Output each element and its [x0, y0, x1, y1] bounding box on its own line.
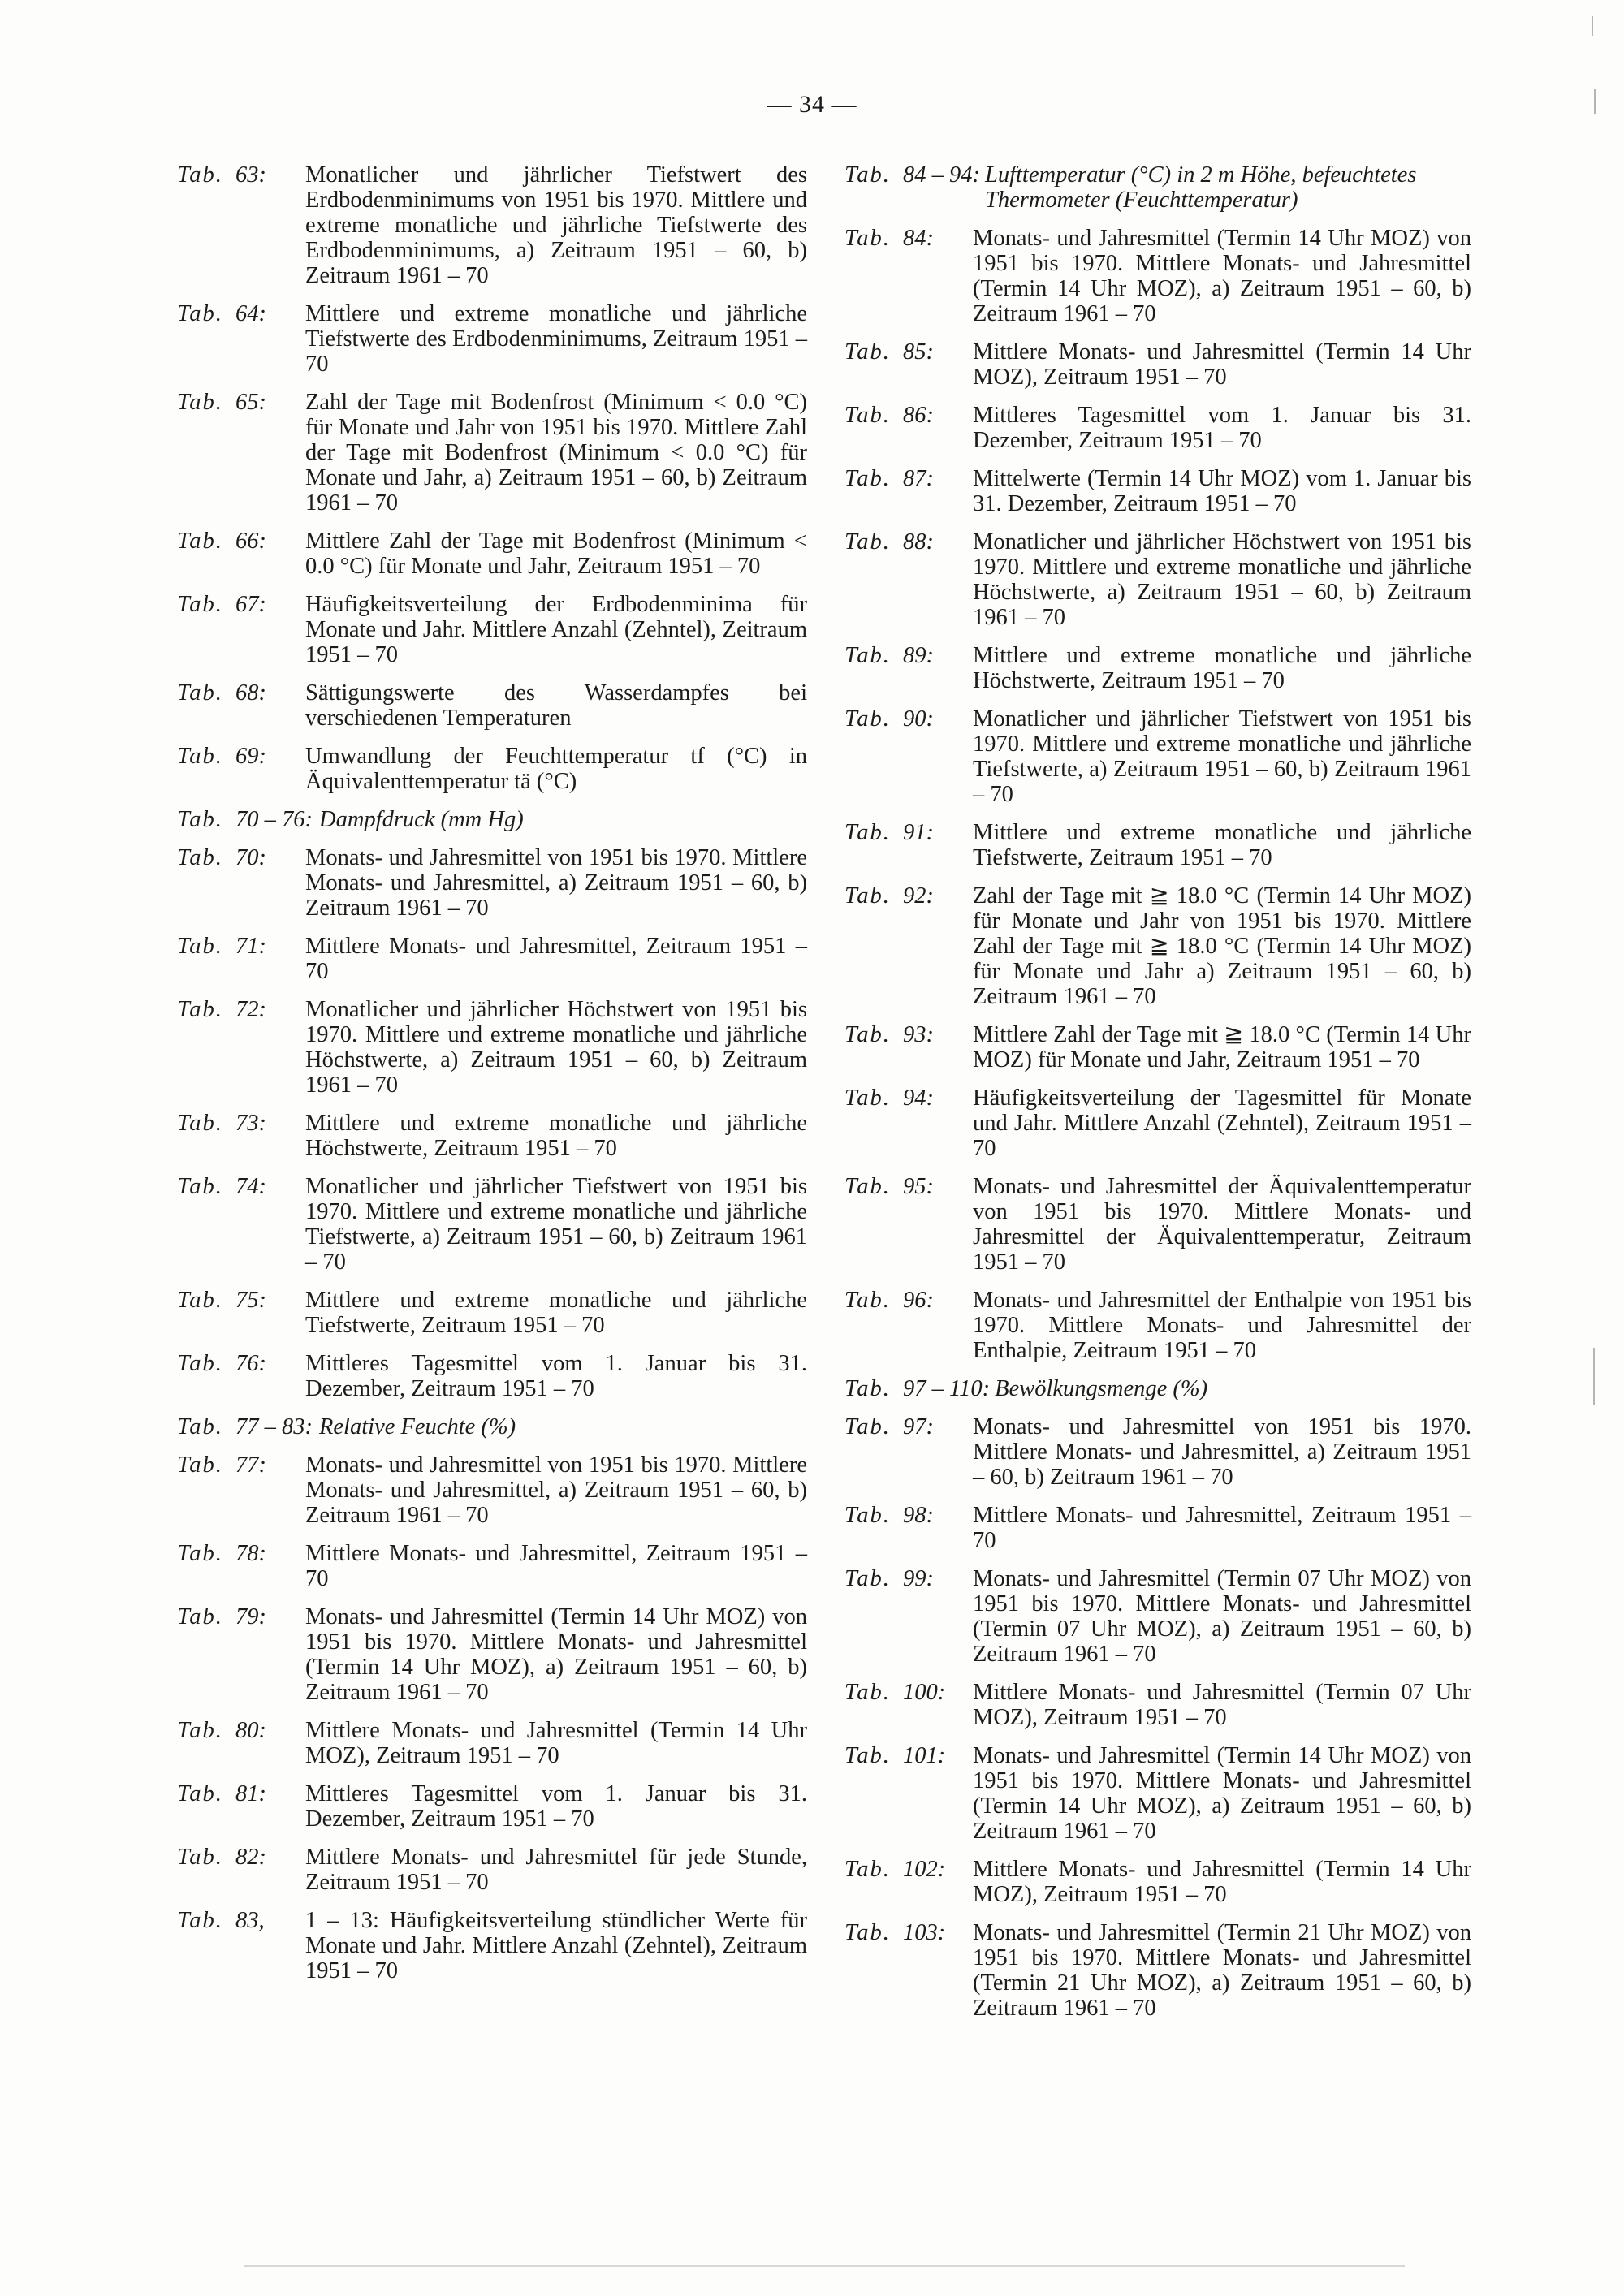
table-number: 77:: [235, 1452, 266, 1478]
tab-label: Tab.: [177, 1351, 223, 1376]
table-entry: [844, 1566, 1471, 1667]
table-entry: [177, 845, 807, 921]
table-number: 81:: [235, 1781, 266, 1806]
tab-label: Tab.: [177, 1452, 223, 1478]
table-description: Mittlere Monats- und Jahresmittel (Termin 14 Uhr MOZ), Zeitraum 1951 – 70: [973, 339, 1471, 390]
tab-label: Tab.: [844, 883, 891, 908]
table-entry: [177, 1541, 807, 1591]
table-entry: [177, 592, 807, 667]
table-entry: [177, 1351, 807, 1401]
table-description: Häufigkeitsverteilung der Tagesmittel für Monate und Jahr. Mittlere Anzahl (Zehntel), Zeitraum 1951 – 70: [973, 1085, 1471, 1161]
section-range: 97 – 110:: [903, 1376, 991, 1401]
tab-label: Tab.: [177, 592, 223, 617]
tab-label: Tab.: [177, 301, 223, 326]
table-description: Mittlere Monats- und Jahresmittel (Termin 07 Uhr MOZ), Zeitraum 1951 – 70: [973, 1680, 1471, 1730]
tab-label: Tab.: [844, 339, 891, 365]
table-number: 66:: [235, 529, 266, 554]
table-entry: [177, 1845, 807, 1895]
table-number: 95:: [903, 1174, 934, 1199]
table-description: Monats- und Jahresmittel der Äquivalenttemperatur von 1951 bis 1970. Mittlere Monats- und Jahresmittel der Äquivalenttemperatur, Zeitraum 1951 – 70: [973, 1174, 1471, 1275]
table-number: 100:: [903, 1680, 946, 1705]
table-entry: [177, 680, 807, 731]
table-number: 70:: [235, 845, 266, 870]
tab-label: Tab.: [844, 706, 891, 732]
tab-label: Tab.: [844, 1857, 891, 1882]
table-number: 65:: [235, 390, 266, 415]
table-number: 89:: [903, 643, 934, 668]
table-entry: [177, 1174, 807, 1275]
section-heading: [177, 1414, 807, 1439]
tab-label: Tab.: [177, 680, 223, 706]
table-number: 83,: [235, 1908, 265, 1933]
table-entry: [844, 1743, 1471, 1844]
table-number: 75:: [235, 1288, 266, 1313]
table-entry: [177, 390, 807, 516]
table-number: 101:: [903, 1743, 946, 1768]
table-number: 86:: [903, 403, 934, 428]
table-description: Sättigungswerte des Wasserdampfes bei verschiedenen Temperaturen: [305, 680, 807, 731]
tab-label: Tab.: [844, 1743, 891, 1768]
scan-margin-mark: [1594, 89, 1596, 114]
table-number: 76:: [235, 1351, 266, 1376]
table-entry: [177, 1908, 807, 1983]
tab-label: Tab.: [844, 403, 891, 428]
table-description: Monatlicher und jährlicher Tiefstwert des Erdbodenminimums von 1951 bis 1970. Mittlere und extreme monatliche und jährliche Tiefstwerte des Erdbodenminimums, a) Zeitraum 1951 – 60, b) Zeitraum 1961 – 70: [305, 162, 807, 288]
table-description: 1 – 13: Häufigkeitsverteilung stündlicher Werte für Monate und Jahr. Mittlere Anzahl (Zehntel), Zeitraum 1951 – 70: [305, 1908, 807, 1983]
table-number: 84:: [903, 226, 934, 251]
table-entry: [844, 820, 1471, 870]
tab-label: Tab.: [844, 1566, 891, 1591]
tab-label: Tab.: [177, 1781, 223, 1806]
table-entry: [177, 1781, 807, 1832]
tab-label: Tab.: [844, 162, 891, 188]
table-description: Mittlere und extreme monatliche und jährliche Höchstwerte, Zeitraum 1951 – 70: [973, 643, 1471, 693]
table-number: 99:: [903, 1566, 934, 1591]
table-number: 92:: [903, 883, 934, 908]
table-description: Mittlere Monats- und Jahresmittel (Termin 14 Uhr MOZ), Zeitraum 1951 – 70: [305, 1718, 807, 1768]
table-entry: [844, 466, 1471, 516]
tab-label: Tab.: [177, 934, 223, 959]
table-number: 98:: [903, 1503, 934, 1528]
table-number: 72:: [235, 997, 266, 1022]
table-description: Umwandlung der Feuchttemperatur tf (°C) in Äquivalenttemperatur tä (°C): [305, 744, 807, 794]
tab-label: Tab.: [177, 1111, 223, 1136]
table-number: 97:: [903, 1414, 934, 1439]
table-number: 63:: [235, 162, 266, 188]
section-heading: [844, 1376, 1471, 1401]
tab-label: Tab.: [177, 1908, 223, 1933]
section-range: 77 – 83:: [235, 1414, 313, 1439]
table-description: Zahl der Tage mit Bodenfrost (Minimum < 0.0 °C) für Monate und Jahr von 1951 bis 1970. Mittlere Zahl der Tage mit Bodenfrost (Minimum < 0.0 °C) für Monate und Jahr, a) Zeitraum 1951 – 60, b) Zeitraum 1961 – 70: [305, 390, 807, 516]
table-entry: [844, 1680, 1471, 1730]
table-entry: [177, 1718, 807, 1768]
table-description: Monatlicher und jährlicher Tiefstwert von 1951 bis 1970. Mittlere und extreme monatliche und jährliche Tiefstwerte, a) Zeitraum 1951 – 60, b) Zeitraum 1961 – 70: [305, 1174, 807, 1275]
tab-label: Tab.: [844, 820, 891, 845]
table-description: Monats- und Jahresmittel (Termin 14 Uhr MOZ) von 1951 bis 1970. Mittlere Monats- und Jahresmittel (Termin 14 Uhr MOZ), a) Zeitraum 1951 – 60, b) Zeitraum 1961 – 70: [973, 1743, 1471, 1844]
table-description: Mittleres Tagesmittel vom 1. Januar bis 31. Dezember, Zeitraum 1951 – 70: [305, 1351, 807, 1401]
table-number: 69:: [235, 744, 266, 769]
table-description: Mittlere Monats- und Jahresmittel für jede Stunde, Zeitraum 1951 – 70: [305, 1845, 807, 1895]
tab-label: Tab.: [844, 1376, 891, 1401]
table-description: Zahl der Tage mit ≧ 18.0 °C (Termin 14 Uhr MOZ) für Monate und Jahr von 1951 bis 1970. Mittlere Zahl der Tage mit ≧ 18.0 °C (Termin 14 Uhr MOZ) für Monate und Jahr a) Zeitraum 1951 – 60, b) Zeitraum 1961 – 70: [973, 883, 1471, 1009]
tab-label: Tab.: [844, 1680, 891, 1705]
table-description: Monats- und Jahresmittel (Termin 07 Uhr MOZ) von 1951 bis 1970. Mittlere Monats- und Jahresmittel (Termin 07 Uhr MOZ), a) Zeitraum 1951 – 60, b) Zeitraum 1961 – 70: [973, 1566, 1471, 1667]
table-number: 85:: [903, 339, 934, 365]
table-entry: [844, 1414, 1471, 1490]
section-title: Lufttemperatur (°C) in 2 m Höhe, befeuchtetes Thermometer (Feuchttemperatur): [985, 162, 1417, 213]
table-entry: [844, 883, 1471, 1009]
table-entry: [844, 1857, 1471, 1907]
tab-label: Tab.: [844, 1022, 891, 1047]
table-entry: [844, 1022, 1471, 1072]
table-description: Mittlere und extreme monatliche und jährliche Höchstwerte, Zeitraum 1951 – 70: [305, 1111, 807, 1161]
table-description: Mittleres Tagesmittel vom 1. Januar bis 31. Dezember, Zeitraum 1951 – 70: [973, 403, 1471, 453]
tab-label: Tab.: [177, 162, 223, 188]
table-number: 90:: [903, 706, 934, 732]
table-entry: [177, 1604, 807, 1705]
table-description: Monats- und Jahresmittel (Termin 21 Uhr MOZ) von 1951 bis 1970. Mittlere Monats- und Jahresmittel (Termin 21 Uhr MOZ), a) Zeitraum 1951 – 60, b) Zeitraum 1961 – 70: [973, 1920, 1471, 2021]
table-number: 71:: [235, 934, 266, 959]
tab-label: Tab.: [177, 1414, 223, 1439]
table-entry: [844, 1085, 1471, 1161]
table-number: 87:: [903, 466, 934, 491]
table-entry: [844, 1503, 1471, 1553]
tab-label: Tab.: [177, 1718, 223, 1743]
table-number: 74:: [235, 1174, 266, 1199]
table-entry: [844, 226, 1471, 326]
table-entry: [844, 1920, 1471, 2021]
table-description: Monats- und Jahresmittel von 1951 bis 1970. Mittlere Monats- und Jahresmittel, a) Zeitraum 1951 – 60, b) Zeitraum 1961 – 70: [305, 845, 807, 921]
table-description: Mittelwerte (Termin 14 Uhr MOZ) vom 1. Januar bis 31. Dezember, Zeitraum 1951 – 70: [973, 466, 1471, 516]
section-range: 84 – 94:: [903, 162, 980, 188]
table-entry: [177, 1452, 807, 1528]
table-description: Mittlere und extreme monatliche und jährliche Tiefstwerte des Erdbodenminimums, Zeitraum 1951 – 70: [305, 301, 807, 377]
table-number: 103:: [903, 1920, 946, 1945]
section-title: Relative Feuchte (%): [319, 1414, 516, 1439]
section-title: Bewölkungsmenge (%): [995, 1376, 1208, 1401]
table-number: 94:: [903, 1085, 934, 1111]
table-entry: [177, 529, 807, 579]
table-entry: [177, 997, 807, 1098]
table-number: 73:: [235, 1111, 266, 1136]
table-entry: [177, 1111, 807, 1161]
scan-margin-mark: [1592, 16, 1593, 36]
tab-label: Tab.: [177, 744, 223, 769]
section-heading: [844, 162, 1471, 213]
tab-label: Tab.: [177, 1541, 223, 1566]
table-number: 79:: [235, 1604, 266, 1629]
table-entry: [177, 744, 807, 794]
table-entry: [844, 1174, 1471, 1275]
tab-label: Tab.: [844, 1085, 891, 1111]
table-description: Mittlere und extreme monatliche und jährliche Tiefstwerte, Zeitraum 1951 – 70: [973, 820, 1471, 870]
tab-label: Tab.: [177, 390, 223, 415]
table-description: Mittlere Monats- und Jahresmittel, Zeitraum 1951 – 70: [305, 1541, 807, 1591]
table-description: Mittlere Zahl der Tage mit ≧ 18.0 °C (Termin 14 Uhr MOZ) für Monate und Jahr, Zeitraum 1951 – 70: [973, 1022, 1471, 1072]
table-number: 78:: [235, 1541, 266, 1566]
tab-label: Tab.: [844, 1503, 891, 1528]
table-description: Mittlere Zahl der Tage mit Bodenfrost (Minimum < 0.0 °C) für Monate und Jahr, Zeitraum 1951 – 70: [305, 529, 807, 579]
table-number: 91:: [903, 820, 934, 845]
table-description: Monats- und Jahresmittel der Enthalpie von 1951 bis 1970. Mittlere Monats- und Jahresmittel der Enthalpie, Zeitraum 1951 – 70: [973, 1288, 1471, 1363]
table-number: 67:: [235, 592, 266, 617]
tab-label: Tab.: [177, 1288, 223, 1313]
table-description: Monatlicher und jährlicher Tiefstwert von 1951 bis 1970. Mittlere und extreme monatliche und jährliche Tiefstwerte, a) Zeitraum 1951 – 60, b) Zeitraum 1961 – 70: [973, 706, 1471, 807]
tab-label: Tab.: [844, 226, 891, 251]
table-entry: [177, 301, 807, 377]
left-column: [177, 162, 807, 1996]
right-column: [844, 162, 1471, 2034]
table-number: 93:: [903, 1022, 934, 1047]
table-description: Mittleres Tagesmittel vom 1. Januar bis 31. Dezember, Zeitraum 1951 – 70: [305, 1781, 807, 1832]
tab-label: Tab.: [844, 1288, 891, 1313]
tab-label: Tab.: [177, 1845, 223, 1870]
tab-label: Tab.: [177, 845, 223, 870]
table-entry: [844, 1288, 1471, 1363]
table-description: Häufigkeitsverteilung der Erdbodenminima für Monate und Jahr. Mittlere Anzahl (Zehntel), Zeitraum 1951 – 70: [305, 592, 807, 667]
table-description: Monats- und Jahresmittel (Termin 14 Uhr MOZ) von 1951 bis 1970. Mittlere Monats- und Jahresmittel (Termin 14 Uhr MOZ), a) Zeitraum 1951 – 60, b) Zeitraum 1961 – 70: [973, 226, 1471, 326]
table-entry: [844, 339, 1471, 390]
table-description: Mittlere Monats- und Jahresmittel, Zeitraum 1951 – 70: [305, 934, 807, 984]
table-entry: [844, 529, 1471, 630]
table-entry: [177, 1288, 807, 1338]
table-entry: [844, 706, 1471, 807]
table-number: 102:: [903, 1857, 946, 1882]
table-description: Monats- und Jahresmittel von 1951 bis 1970. Mittlere Monats- und Jahresmittel, a) Zeitraum 1951 – 60, b) Zeitraum 1961 – 70: [973, 1414, 1471, 1490]
table-description: Monatlicher und jährlicher Höchstwert von 1951 bis 1970. Mittlere und extreme monatliche und jährliche Höchstwerte, a) Zeitraum 1951 – 60, b) Zeitraum 1961 – 70: [305, 997, 807, 1098]
table-number: 82:: [235, 1845, 266, 1870]
tab-label: Tab.: [177, 997, 223, 1022]
table-number: 64:: [235, 301, 266, 326]
table-entry: [844, 403, 1471, 453]
scan-margin-mark: [1593, 1348, 1595, 1405]
tab-label: Tab.: [844, 1414, 891, 1439]
section-title: Dampfdruck (mm Hg): [319, 807, 524, 832]
tab-label: Tab.: [844, 643, 891, 668]
table-description: Mittlere Monats- und Jahresmittel, Zeitraum 1951 – 70: [973, 1503, 1471, 1553]
table-number: 88:: [903, 529, 934, 555]
table-description: Monatlicher und jährlicher Höchstwert von 1951 bis 1970. Mittlere und extreme monatliche und jährliche Höchstwerte, a) Zeitraum 1951 – 60, b) Zeitraum 1961 – 70: [973, 529, 1471, 630]
table-description: Monats- und Jahresmittel von 1951 bis 1970. Mittlere Monats- und Jahresmittel, a) Zeitraum 1951 – 60, b) Zeitraum 1961 – 70: [305, 1452, 807, 1528]
table-entry: [177, 162, 807, 288]
tab-label: Tab.: [844, 1174, 891, 1199]
tab-label: Tab.: [844, 466, 891, 491]
table-description: Monats- und Jahresmittel (Termin 14 Uhr MOZ) von 1951 bis 1970. Mittlere Monats- und Jahresmittel (Termin 14 Uhr MOZ), a) Zeitraum 1951 – 60, b) Zeitraum 1961 – 70: [305, 1604, 807, 1705]
scan-footer-rule: [244, 2265, 1405, 2267]
tab-label: Tab.: [844, 1920, 891, 1945]
tab-label: Tab.: [177, 807, 223, 832]
table-number: 96:: [903, 1288, 934, 1313]
table-entry: [177, 934, 807, 984]
table-description: Mittlere und extreme monatliche und jährliche Tiefstwerte, Zeitraum 1951 – 70: [305, 1288, 807, 1338]
tab-label: Tab.: [177, 1604, 223, 1629]
table-number: 68:: [235, 680, 266, 706]
table-entry: [844, 643, 1471, 693]
table-description: Mittlere Monats- und Jahresmittel (Termin 14 Uhr MOZ), Zeitraum 1951 – 70: [973, 1857, 1471, 1907]
tab-label: Tab.: [844, 529, 891, 555]
tab-label: Tab.: [177, 529, 223, 554]
section-range: 70 – 76:: [235, 807, 313, 832]
section-heading: [177, 807, 807, 832]
tab-label: Tab.: [177, 1174, 223, 1199]
page-number: — 34 —: [767, 91, 857, 118]
table-number: 80:: [235, 1718, 266, 1743]
